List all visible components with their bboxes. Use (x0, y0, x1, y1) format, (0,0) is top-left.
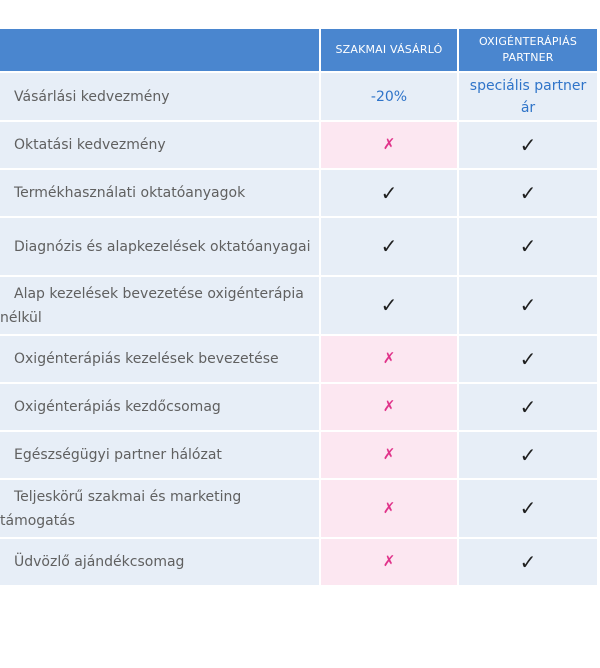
partner-cell (458, 72, 597, 121)
cross-icon: ✗ (382, 552, 396, 570)
check-icon: ✓ (519, 496, 537, 520)
partner-cell (458, 538, 597, 585)
table-row (0, 169, 597, 217)
comparison-table (0, 29, 597, 585)
partner-cell (458, 276, 597, 335)
partner-cell (458, 479, 597, 538)
check-icon: ✓ (380, 180, 398, 205)
feature-cell (0, 479, 320, 538)
feature-cell (0, 383, 320, 431)
cross-icon: ✗ (382, 397, 396, 415)
feature-label: Alap kezelések bevezetése oxigénterápia nélkül (0, 285, 304, 326)
feature-cell (0, 431, 320, 479)
buyer-cell (320, 121, 458, 169)
partner-cell (458, 217, 597, 276)
cross-icon: ✗ (382, 349, 396, 367)
buyer-cell (320, 72, 458, 121)
table-row (0, 335, 597, 383)
buyer-cell (320, 538, 458, 585)
check-icon: ✓ (519, 394, 537, 419)
buyer-cell (320, 383, 458, 431)
feature-label: Oxigénterápiás kezdőcsomag (14, 399, 221, 415)
feature-label: Teljeskörű szakmai és marketing támogatás (0, 488, 242, 529)
buyer-cell (320, 217, 458, 276)
feature-cell (0, 335, 320, 383)
feature-cell (0, 538, 320, 585)
table-row (0, 276, 597, 335)
check-icon: ✓ (519, 234, 537, 258)
feature-cell (0, 72, 320, 121)
table-row (0, 383, 597, 431)
check-icon: ✓ (519, 549, 537, 574)
partner-cell (458, 169, 597, 217)
check-icon: ✓ (380, 293, 398, 317)
table-row (0, 479, 597, 538)
check-icon: ✓ (519, 346, 537, 371)
feature-label: Egészségügyi partner hálózat (14, 447, 222, 463)
check-icon: ✓ (519, 442, 537, 467)
feature-label: Oktatási kedvezmény (14, 137, 166, 153)
table-header-row (0, 29, 597, 72)
partner-cell (458, 121, 597, 169)
check-icon: ✓ (519, 132, 537, 157)
feature-label: Diagnózis és alapkezelések oktatóanyagai (14, 238, 311, 255)
cross-icon: ✗ (382, 445, 396, 463)
header-feature (0, 29, 320, 72)
partner-cell (458, 431, 597, 479)
comparison-table-wrapper (0, 29, 597, 585)
table-row (0, 217, 597, 276)
check-icon: ✓ (519, 293, 537, 317)
header-professional-buyer: SZAKMAI VÁSÁRLÓ (320, 29, 458, 72)
feature-cell (0, 169, 320, 217)
buyer-cell (320, 431, 458, 479)
cross-icon: ✗ (382, 135, 396, 153)
feature-label: Üdvözlő ajándékcsomag (14, 554, 185, 570)
partner-cell (458, 335, 597, 383)
feature-cell (0, 276, 320, 335)
check-icon: ✓ (380, 234, 398, 258)
feature-cell (0, 217, 320, 276)
table-row (0, 538, 597, 585)
feature-cell (0, 121, 320, 169)
partner-cell (458, 383, 597, 431)
feature-label: Oxigénterápiás kezelések bevezetése (14, 351, 279, 367)
feature-label: Vásárlási kedvezmény (14, 88, 170, 105)
discount-value: -20% (370, 88, 408, 105)
special-partner-price: speciális partner ár (469, 77, 587, 116)
header-oxygen-therapy-partner: OXIGÉNTERÁPIÁS PARTNER (458, 29, 597, 72)
feature-label: Termékhasználati oktatóanyagok (14, 185, 246, 201)
table-row (0, 121, 597, 169)
check-icon: ✓ (519, 180, 537, 205)
cross-icon: ✗ (382, 498, 396, 517)
table-row (0, 431, 597, 479)
buyer-cell (320, 276, 458, 335)
buyer-cell (320, 335, 458, 383)
table-row (0, 72, 597, 121)
buyer-cell (320, 479, 458, 538)
buyer-cell (320, 169, 458, 217)
